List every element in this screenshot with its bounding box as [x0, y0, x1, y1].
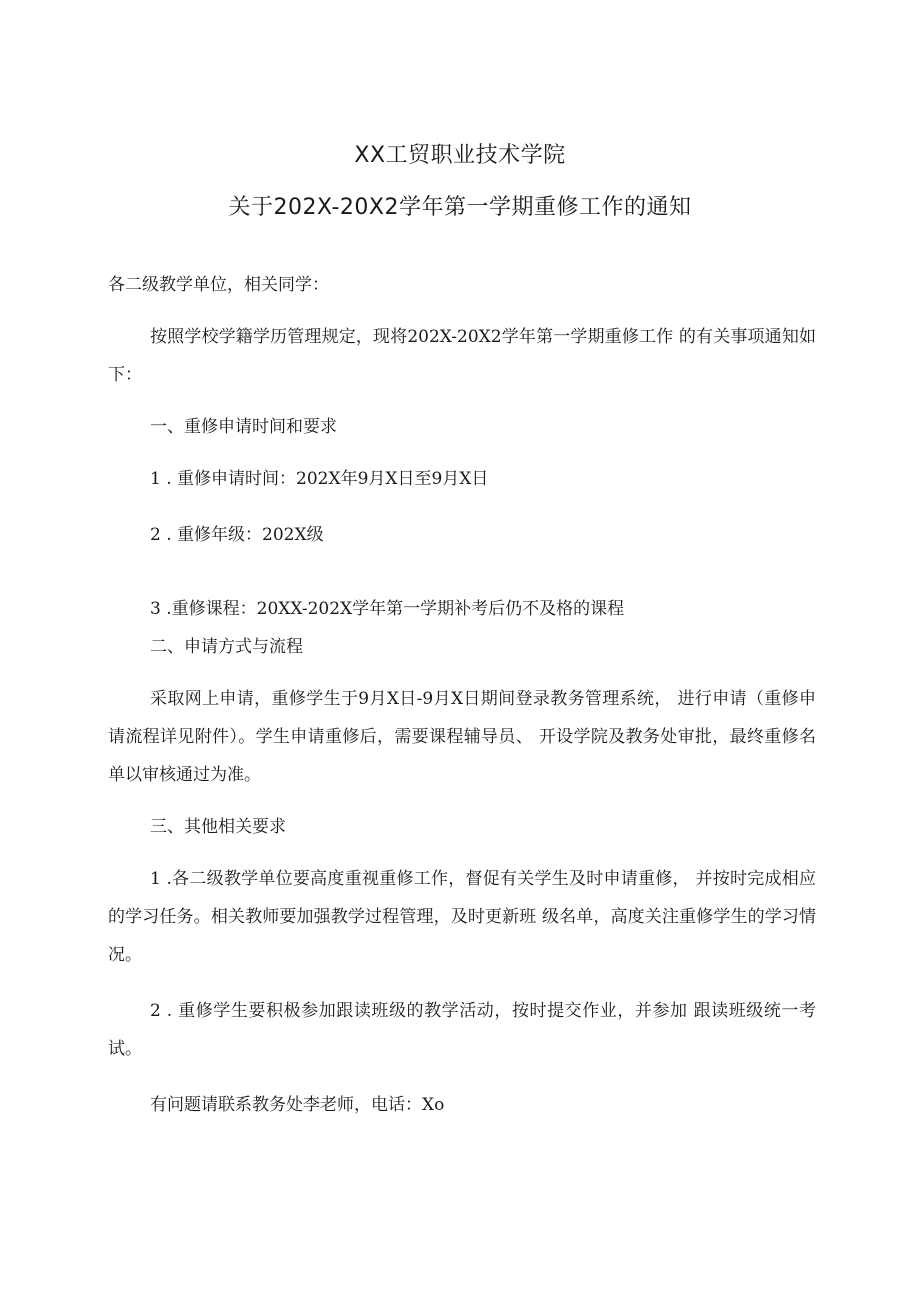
- document-title: [0, 130, 920, 234]
- section3-item-2: 2 . 重修学生要积极参加跟读班级的教学活动，按时提交作业，并参加 跟读班级统一考试。: [108, 1001, 816, 1059]
- section3-item-1: 1 .各二级教学单位要高度重视重修工作，督促有关学生及时申请重修， 并按时完成相应的学习任务。相关教师要加强教学过程管理，及时更新班 级名单，高度关注重修学生的学习情况。: [108, 869, 816, 965]
- section1-item-1: 1 . 重修申请时间：202X年9月X日至9月X日: [150, 469, 489, 489]
- section1-item-3: 3 .重修课程：20XX-202X学年第一学期补考后仍不及格的课程: [150, 599, 625, 619]
- section1-item-2: 2 . 重修年级：202X级: [150, 525, 324, 545]
- salutation: 各二级教学单位，相关同学：: [108, 275, 329, 295]
- contact-line: 有问题请联系教务处李老师，电话：Xo: [150, 1095, 445, 1115]
- intro-paragraph: 按照学校学籍学历管理规定，现将202X-20X2学年第一学期重修工作 的有关事项通知如下：: [108, 327, 816, 385]
- section3-heading: 三、其他相关要求: [150, 817, 286, 837]
- document-body: [108, 266, 816, 1124]
- section2-heading: 二、申请方式与流程: [150, 637, 303, 657]
- section2-paragraph: 采取网上申请，重修学生于9月X日-9月X日期间登录教务管理系统， 进行申请（重修申请流程详见附件）。学生申请重修后，需要课程辅导员、 开设学院及教务处审批，最终重修名单以审核通过为准。: [108, 689, 816, 785]
- section1-heading: 一、重修申请时间和要求: [150, 417, 337, 437]
- title-notice-subject: 关于202X-20X2学年第一学期重修工作的通知: [228, 195, 692, 220]
- title-school-name: XX工贸职业技术学院: [354, 143, 566, 168]
